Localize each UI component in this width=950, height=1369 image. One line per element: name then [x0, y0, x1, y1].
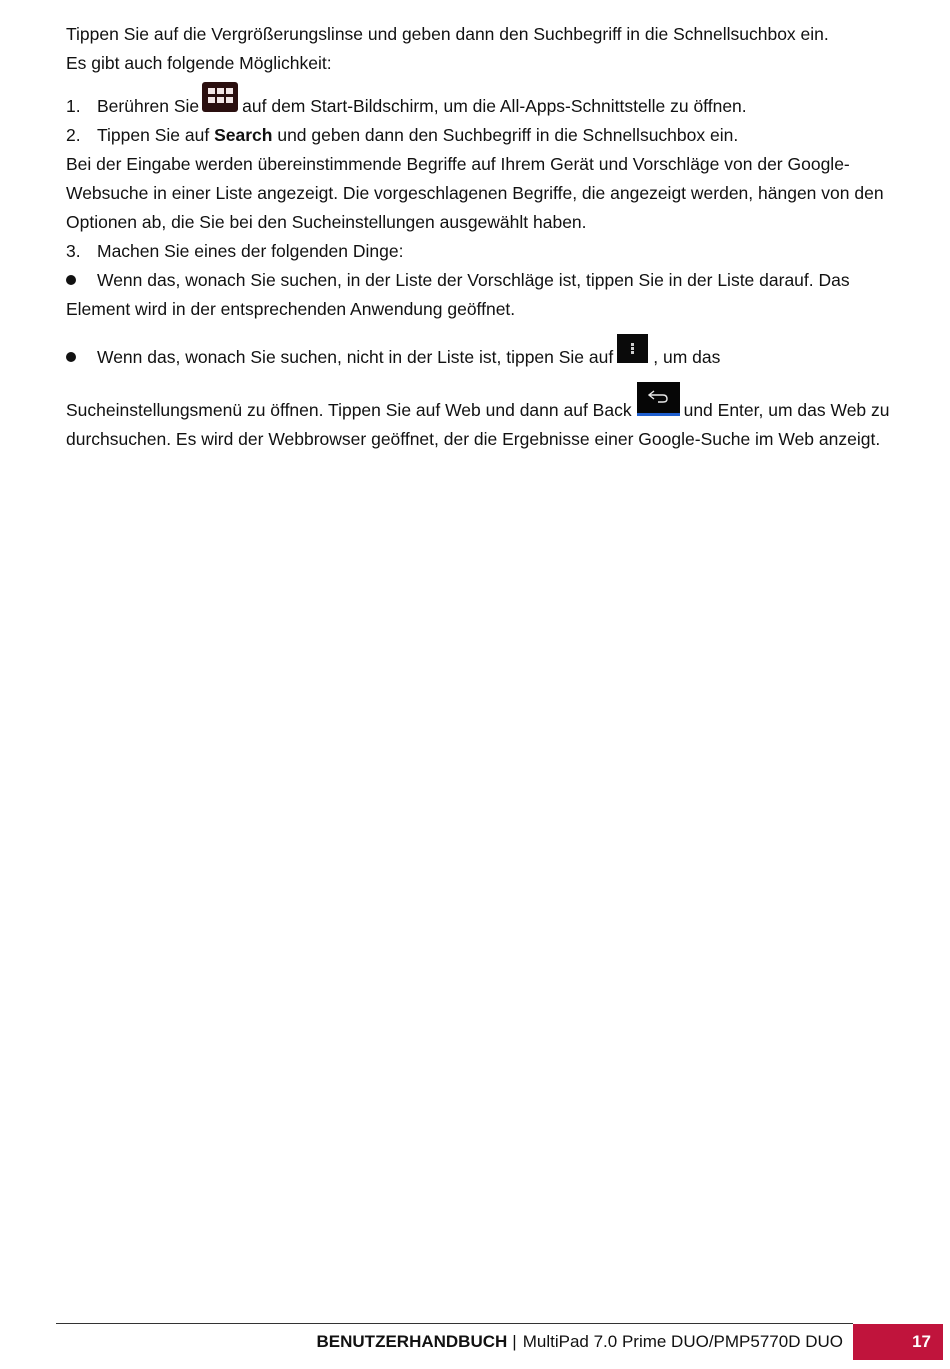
document-body [66, 20, 936, 454]
page-footer [0, 1324, 950, 1360]
step-2-number: 2. [66, 125, 81, 145]
bullet-2-text-after: , um das [653, 347, 721, 367]
explain-line-1: Bei der Eingabe werden übereinstimmende Begriffe auf Ihrem Gerät und Vorschläge von der Google- [66, 154, 850, 174]
paragraph-intro: Tippen Sie auf die Vergrößerungslinse und geben dann den Suchbegriff in die Schnellsuchbox ein. [66, 24, 829, 44]
bullet-1-line-1: Wenn das, wonach Sie suchen, in der Liste der Vorschläge ist, tippen Sie in der Liste darauf. Das [97, 270, 850, 290]
step-1-text-after: auf dem Start-Bildschirm, um die All-Apps-Schnittstelle zu öffnen. [242, 96, 747, 116]
step-1-text-before: Berühren Sie [97, 96, 200, 116]
bullet-2-marker [66, 343, 97, 372]
step-1-number: 1. [66, 96, 81, 116]
paragraph-alternative: Es gibt auch folgende Möglichkeit: [66, 53, 332, 73]
step-2-search-label: Search [214, 125, 273, 145]
bullet-2-line-2-after: und Enter, um das Web zu [683, 400, 890, 420]
footer-text [317, 1330, 843, 1354]
explain-line-2: Websuche in einer Liste angezeigt. Die vorgeschlagenen Begriffe, die angezeigt werden, hängen von den [66, 183, 884, 203]
bullet-2-line-2 [66, 382, 936, 425]
step-3 [66, 237, 936, 266]
footer-product: MultiPad 7.0 Prime DUO/PMP5770D DUO [522, 1332, 843, 1351]
explain-line-3: Optionen ab, die Sie bei den Sucheinstellungen ausgewählt haben. [66, 212, 587, 232]
page-number: 17 [853, 1324, 943, 1360]
bullet-dot-icon [66, 352, 76, 362]
step-3-number: 3. [66, 241, 81, 261]
step-2-text-after: und geben dann den Suchbegriff in die Schnellsuchbox ein. [277, 125, 739, 145]
bullet-1-marker [66, 266, 97, 295]
back-icon [637, 382, 680, 416]
bullet-1-line-2: Element wird in der entsprechenden Anwendung geöffnet. [66, 299, 516, 319]
step-2 [66, 121, 936, 150]
step-1 [66, 82, 936, 121]
step-2-text-before: Tippen Sie auf [97, 125, 210, 145]
footer-separator: | [512, 1332, 517, 1351]
all-apps-icon [202, 82, 238, 112]
bullet-2-text-before: Wenn das, wonach Sie suchen, nicht in der Liste ist, tippen Sie auf [97, 347, 614, 367]
back-arrow-icon [646, 389, 670, 405]
bullet-1 [66, 266, 936, 295]
step-3-text: Machen Sie eines der folgenden Dinge: [97, 241, 404, 261]
menu-icon [617, 334, 648, 363]
footer-title: BENUTZERHANDBUCH [316, 1332, 508, 1351]
bullet-2-line-3: durchsuchen. Es wird der Webbrowser geöffnet, der die Ergebnisse einer Google-Suche im Web anzeigt. [66, 429, 881, 449]
bullet-2 [66, 334, 936, 372]
bullet-2-line-2-before: Sucheinstellungsmenü zu öffnen. Tippen Sie auf Web und dann auf Back [66, 400, 632, 420]
bullet-dot-icon [66, 275, 76, 285]
